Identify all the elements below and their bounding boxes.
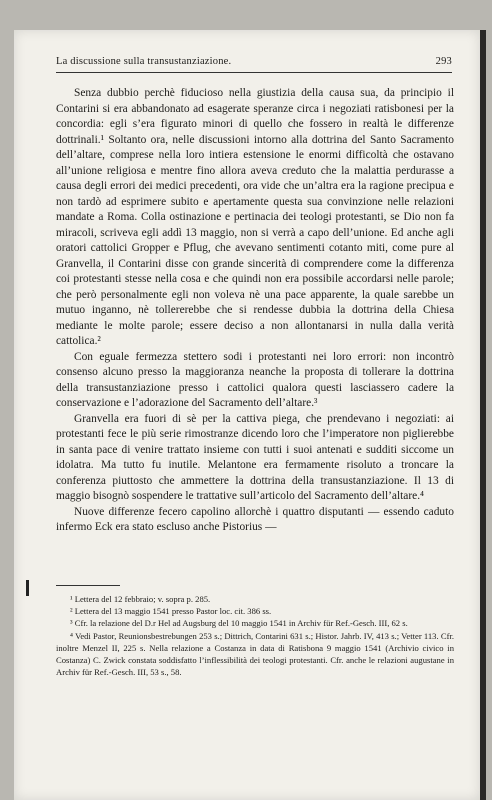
- page-number: 293: [435, 56, 452, 67]
- paragraph: Senza dubbio perchè fiducioso nella giustizia della causa sua, da principio il Contarini si era abbandonato ad esagerate speranze circa i negoziati ratisbonesi per la concordia: egli s’era figurato minori di quello che fossero in realtà le differenze dottrinali.¹ Soltanto ora, nelle discussioni intorno alla dottrina del Santo Sacramento dell’altare, comprese nella loro intiera estensione le enormi difficoltà che ostavano all’unione religiosa e mentre fino allora aveva creduto che la malattia perdurasse a causa degli errori dei medici precedenti, ora vide che un’altra era la ragione precipua e non tardò ad esprimere subito e apertamente questa sua convinzione nelle relazioni mandate a Roma. Colla ostinazione e pertinacia dei teologi protestanti, se Dio non fa miracoli, scriveva egli addì 13 maggio, non si verrà a capo dell’unione. Ed anche agli oratori cattolici Gropper e Pflug, che avevano sentimenti cotanto miti, come pure al Granvella, il Contarini disse con grande sincerità di comprendere come la differenza coi protestanti stesse nella cosa e che quindi non era possibile accordarsi nelle parole; che però personalmente egli non voleva nè una pace apparente, la quale sarebbe un mutuo inganno, nè tollererebbe che si rendesse dubbia la dottrina della Chiesa mediante le molte parole; essere deciso a non allontanarsi in nulla dalla verità cattolica.²: [56, 87, 454, 347]
- footnote: ³ Cfr. la relazione del D.r Hel ad Augsburg del 10 maggio 1541 in Archiv für Ref.-Gesch. III, 62 s.: [70, 618, 408, 629]
- margin-mark: [26, 580, 29, 596]
- running-header: [56, 56, 452, 67]
- page-edge-shadow: [480, 30, 486, 800]
- paragraph: Granvella era fuori di sè per la cattiva piega, che prendevano i negoziati: ai protestanti fece le più serie rimostranze dicendo loro che l’imperatore non piglierebbe in santa pace di venire trattato insieme con tutti i suoi antenati e sudditi siccome un idolatra. Ma tutto fu inutile. Melantone era fermamente risoluto a troncare la conferenza piuttosto che ammettere la dottrina della transustanziazione. Il 13 di maggio bisognò sospendere le trattative sull’articolo del Sacramento dell’altare.⁴: [56, 412, 454, 502]
- footnotes: [56, 593, 454, 678]
- footnote-rule: [56, 585, 120, 586]
- running-title: La discussione sulla transustanziazione.: [56, 56, 232, 67]
- footnote: ⁴ Vedi Pastor, Reunionsbestrebungen 253 s.; Dittrich, Contarini 631 s.; Histor. Jahrb. IV, 413 s.; Vetter 113. Cfr. inoltre Menzel II, 225 s. Nella relazione a Costanza in data di Ratisbona 9 maggio 1541 (Archivio civico in Costanza) C. Zwick constata soddisfatto l’inflessibilità dei teologi protestanti. Cfr. anche le relazioni augustane in Archiv für Ref.-Gesch. III, 53 s., 58.: [56, 630, 454, 678]
- header-rule: [56, 72, 452, 73]
- footnote: ¹ Lettera del 12 febbraio; v. sopra p. 285.: [70, 594, 211, 604]
- footnote: ² Lettera del 13 maggio 1541 presso Pastor loc. cit. 386 ss.: [70, 606, 272, 617]
- paragraph: Con eguale fermezza stettero sodi i protestanti nei loro errori: non incontrò consenso alcuno presso la maggioranza neanche la proposta di tollerare la dottrina della transustanziazione presso i cattolici qualora questi lasciassero cadere la conservazione e l’adorazione del Sacramento dell’altare.³: [56, 350, 454, 409]
- main-text: [56, 86, 454, 536]
- paragraph: Nuove differenze fecero capolino allorchè i quattro disputanti — essendo caduto infermo Eck era stato escluso anche Pistorius —: [56, 505, 454, 533]
